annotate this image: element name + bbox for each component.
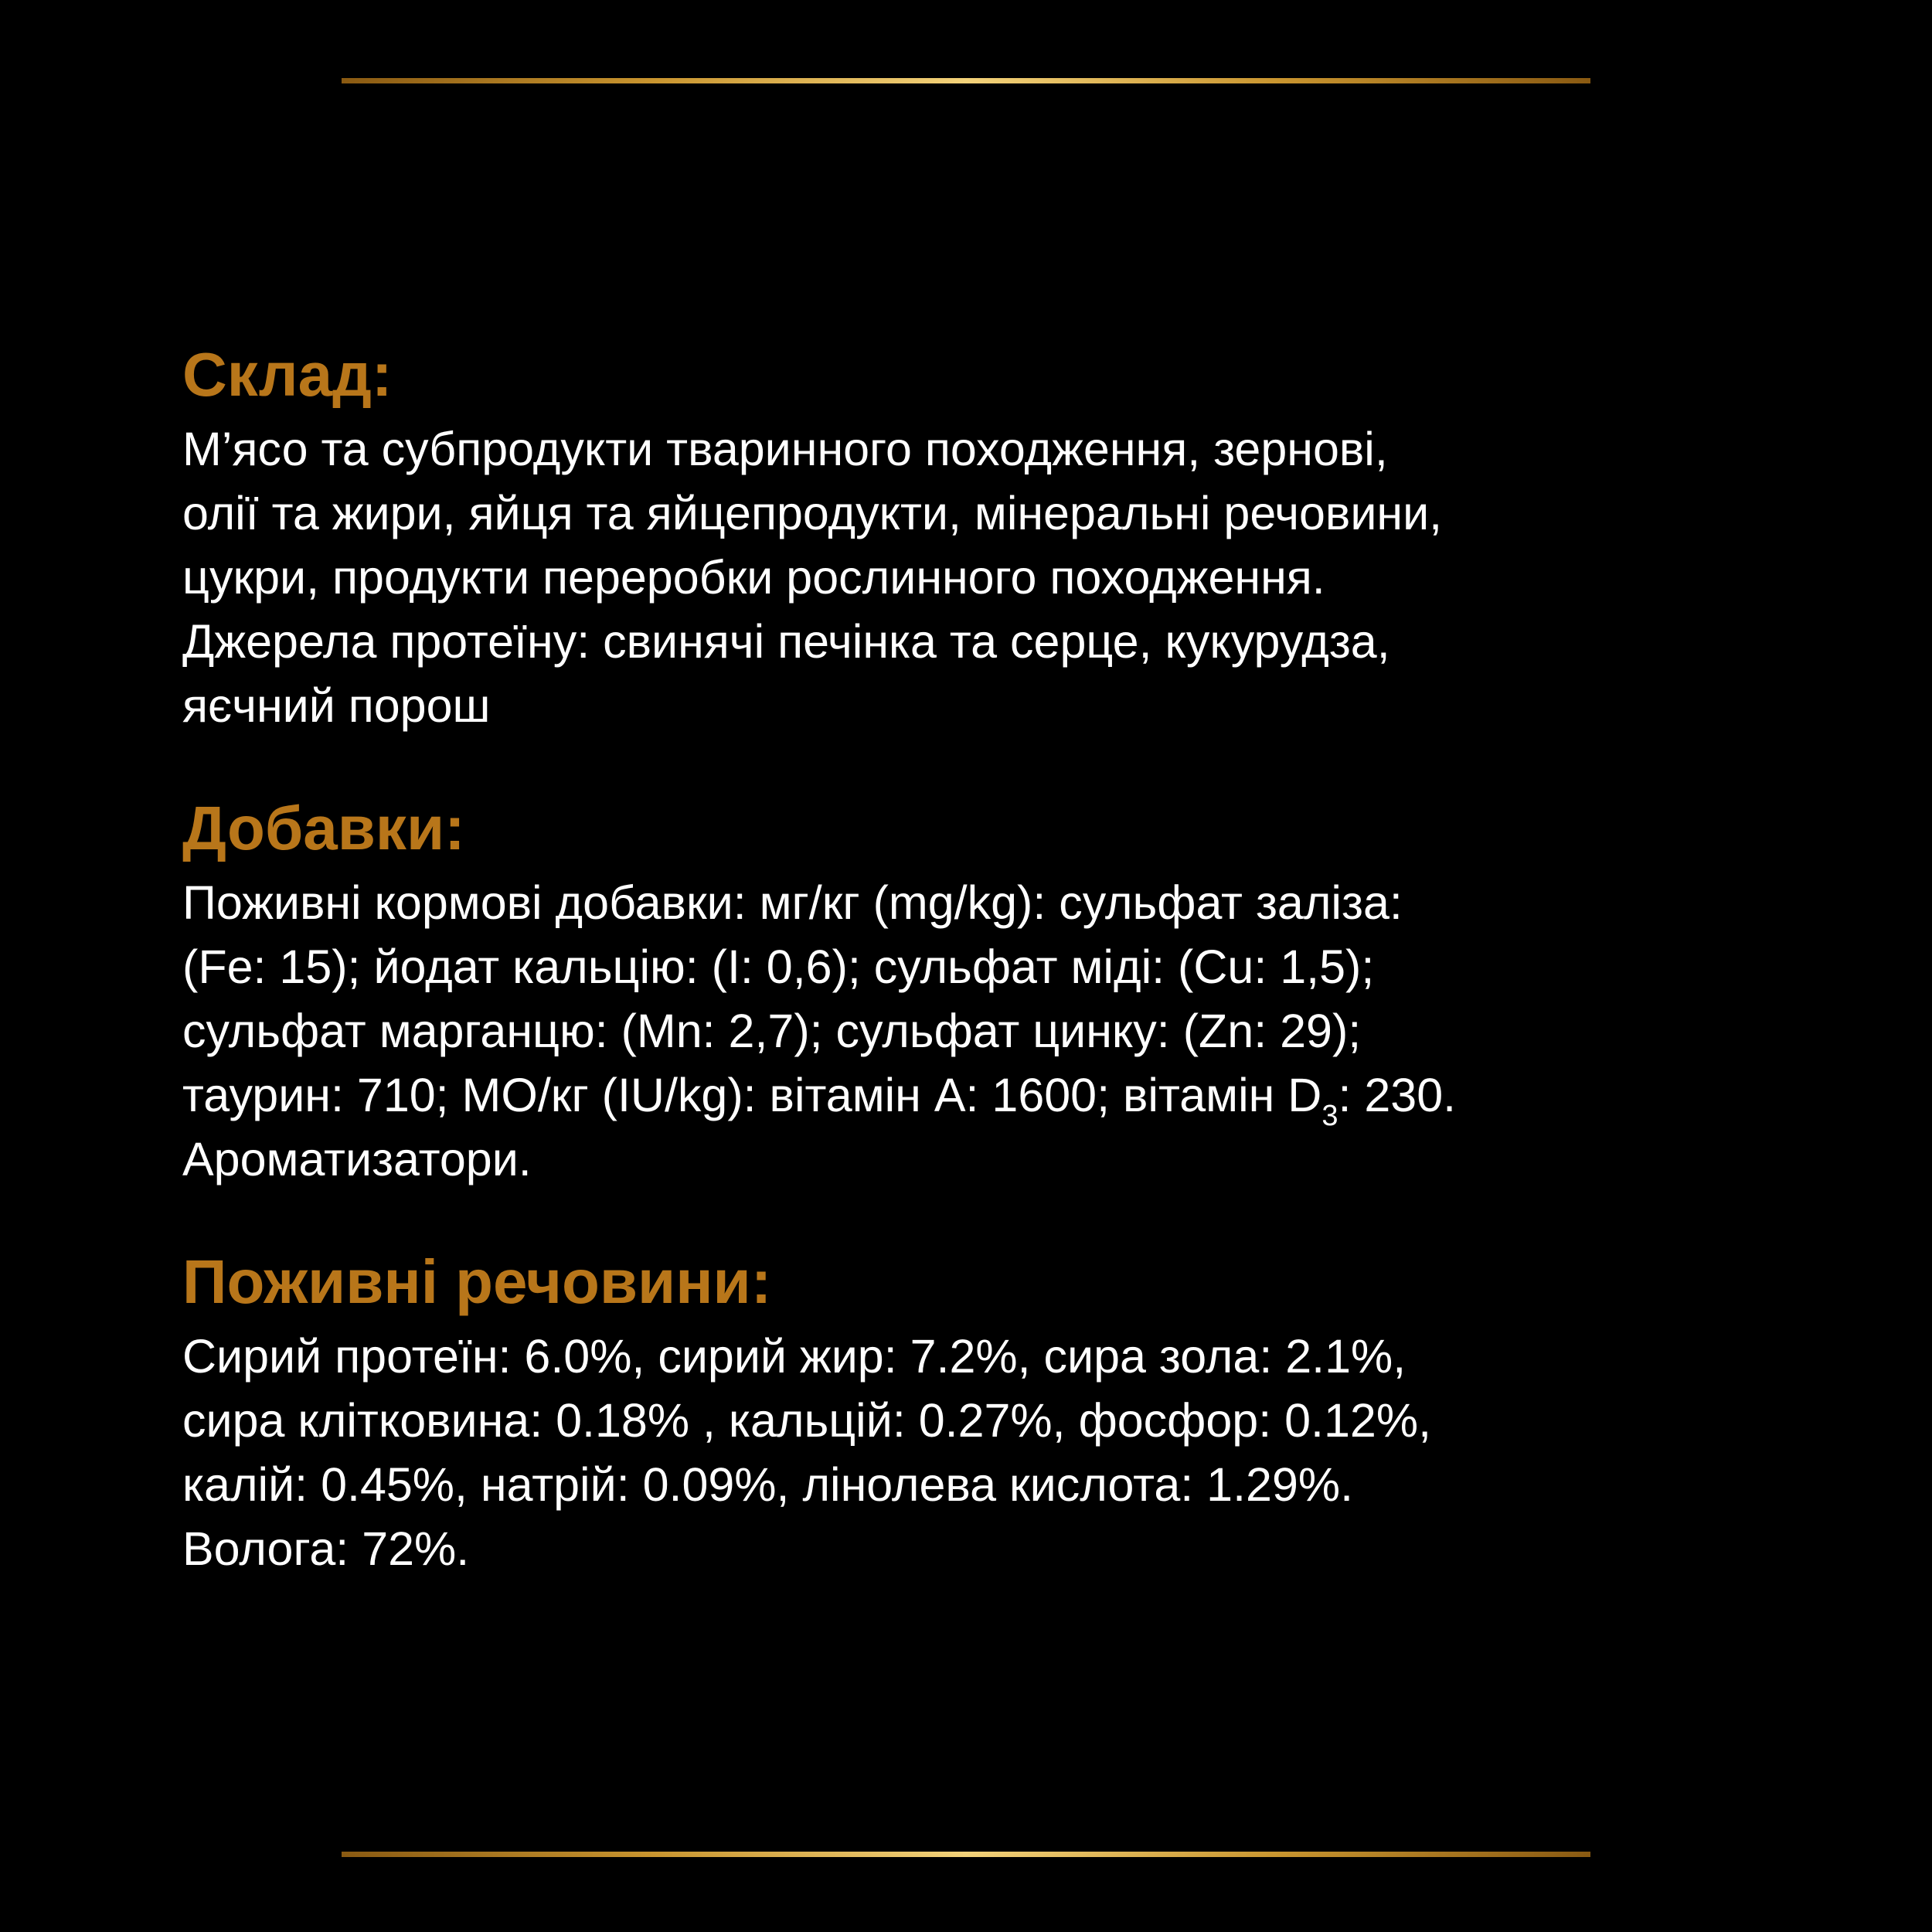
bottom-gold-divider [342, 1852, 1590, 1857]
composition-line: Джерела протеїну: свинячі печінка та серце, кукурудза, [182, 615, 1390, 668]
composition-line: цукри, продукти переробки рослинного походження. [182, 551, 1325, 604]
additives-vitamin-line [182, 1063, 1805, 1132]
additives-line: Поживні кормові добавки: мг/кг (mg/kg): сульфат заліза: [182, 876, 1403, 929]
composition-line: яєчний порош [182, 679, 491, 732]
additives-line: Ароматизатори. [182, 1133, 532, 1185]
additives-heading: Добавки: [182, 794, 465, 862]
nutrients-heading: Поживні речовини: [182, 1247, 772, 1316]
ingredients-panel [182, 332, 1805, 1629]
nutrients-line: Сирий протеїн: 6.0%, сирий жир: 7.2%, сира зола: 2.1%, [182, 1330, 1406, 1383]
vitamin-text: таурин: 710; МО/кг (IU/kg): вітамін А: 1600; вітамін D [182, 1069, 1322, 1121]
nutrients-line: калій: 0.45%, натрій: 0.09%, лінолева кислота: 1.29%. [182, 1458, 1354, 1511]
top-gold-divider [342, 78, 1590, 83]
vitamin-subscript: 3 [1321, 1100, 1338, 1132]
composition-line: М’ясо та субпродукти тваринного походження, зернові, [182, 423, 1388, 475]
composition-section [182, 332, 1805, 738]
composition-line: олії та жири, яйця та яйцепродукти, мінеральні речовини, [182, 487, 1443, 539]
vitamin-value: : 230. [1338, 1069, 1457, 1121]
additives-section [182, 786, 1805, 1192]
additives-line: сульфат марганцю: (Mn: 2,7); сульфат цинку: (Zn: 29); [182, 1005, 1362, 1057]
additives-line: (Fe: 15); йодат кальцію: (I: 0,6); сульфат міді: (Cu: 1,5); [182, 940, 1375, 993]
nutrients-section [182, 1240, 1805, 1581]
nutrients-line: сира клітковина: 0.18% , кальцій: 0.27%, фосфор: 0.12%, [182, 1394, 1432, 1447]
composition-heading: Склад: [182, 340, 393, 409]
nutrients-line: Волога: 72%. [182, 1522, 470, 1575]
